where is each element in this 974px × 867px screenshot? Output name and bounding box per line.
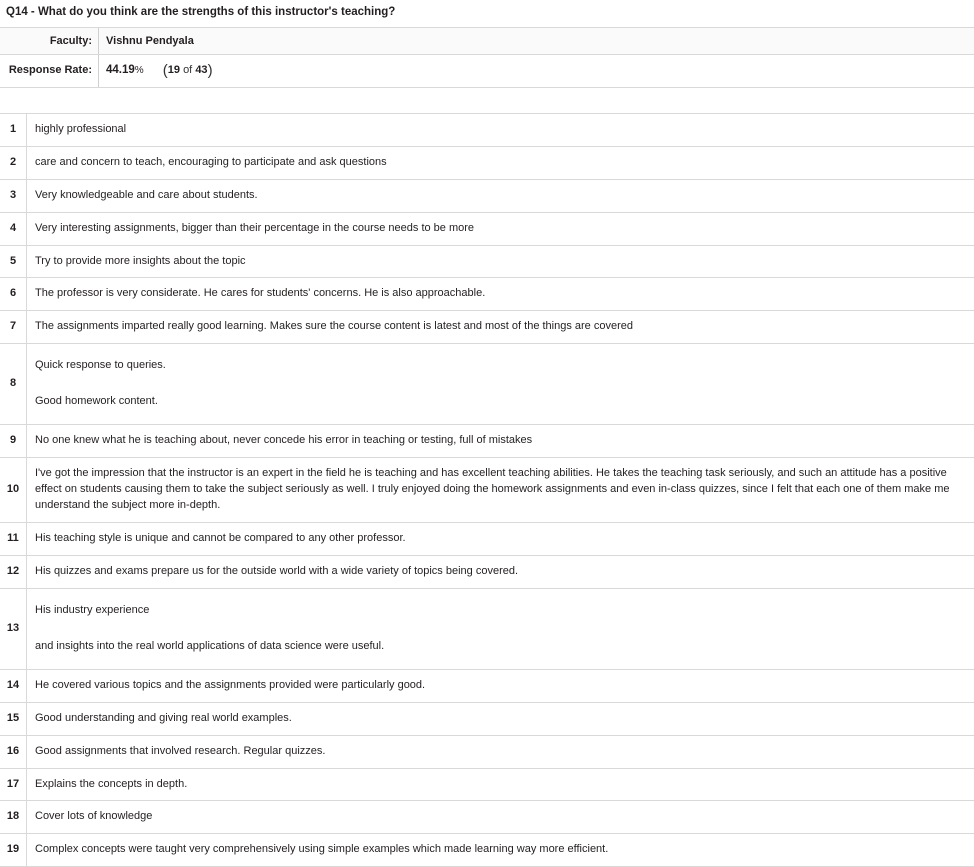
response-text [27,801,974,834]
response-paragraph: Good understanding and giving real world examples. [35,711,964,727]
table-row [0,768,974,801]
row-index: 4 [0,212,27,245]
response-text [27,113,974,146]
of-word: of [183,64,192,76]
response-paragraph: No one knew what he is teaching about, never concede his error in teaching or testing, full of mistakes [35,433,964,449]
paren-close: ) [208,62,213,79]
response-text [27,344,974,425]
section-spacer [0,88,974,113]
row-index: 15 [0,702,27,735]
table-row [0,522,974,555]
row-index: 11 [0,522,27,555]
table-row [0,311,974,344]
response-text [27,588,974,669]
table-row [0,588,974,669]
response-paragraph: Good assignments that involved research. Regular quizzes. [35,744,964,760]
row-index: 16 [0,735,27,768]
response-paragraph: Try to provide more insights about the topic [35,254,964,270]
row-index: 1 [0,113,27,146]
response-paragraph: His industry experience [35,603,964,619]
response-paragraph: Very interesting assignments, bigger than their percentage in the course needs to be more [35,221,964,237]
response-rate-label: Response Rate: [0,54,99,87]
response-text [27,702,974,735]
responses-count: 19 [168,64,180,76]
row-index: 17 [0,768,27,801]
row-index: 19 [0,834,27,867]
faculty-row [0,28,974,55]
response-rate-value-cell [99,54,974,87]
response-text [27,669,974,702]
response-paragraph: He covered various topics and the assignments provided were particularly good. [35,678,964,694]
faculty-value: Vishnu Pendyala [99,28,974,55]
response-text [27,555,974,588]
table-row [0,735,974,768]
response-paragraph: Quick response to queries. [35,358,964,374]
response-paragraph: highly professional [35,122,964,138]
response-text [27,245,974,278]
response-counts [163,62,213,79]
response-paragraph: Very knowledgeable and care about students. [35,188,964,204]
response-text [27,278,974,311]
table-row [0,801,974,834]
row-index: 10 [0,458,27,523]
table-row [0,702,974,735]
table-row [0,458,974,523]
row-index: 12 [0,555,27,588]
response-paragraph: and insights into the real world applications of data science were useful. [35,639,964,655]
paren-open: ( [163,62,168,79]
response-paragraph: Good homework content. [35,394,964,410]
page-title: Q14 - What do you think are the strengths of this instructor's teaching? [0,0,974,28]
response-text [27,425,974,458]
response-paragraph: Explains the concepts in depth. [35,777,964,793]
response-text [27,768,974,801]
question-meta-table [0,28,974,88]
table-row [0,212,974,245]
response-rate-percent: 44.19 [106,64,135,76]
percent-sign: % [135,65,144,76]
response-text [27,212,974,245]
row-index: 6 [0,278,27,311]
response-paragraph: Cover lots of knowledge [35,809,964,825]
response-rate-row [0,54,974,87]
row-index: 7 [0,311,27,344]
responses-table [0,113,974,867]
row-index: 13 [0,588,27,669]
faculty-label: Faculty: [0,28,99,55]
response-text [27,311,974,344]
response-text [27,735,974,768]
table-row [0,113,974,146]
table-row [0,669,974,702]
row-index: 3 [0,179,27,212]
response-paragraph: care and concern to teach, encouraging to participate and ask questions [35,155,964,171]
table-row [0,344,974,425]
row-index: 8 [0,344,27,425]
response-paragraph: I've got the impression that the instructor is an expert in the field he is teaching and has excellent teaching abilities. He takes the teaching task seriously, and such an attitude has a positive effect on students causing them to take the subject seriously as well. I truly enjoyed doing the homework assignments and even in-class quizzes, since I felt that each one of them make me understand the subject more in-depth. [35,466,964,514]
table-row [0,179,974,212]
response-paragraph: The professor is very considerate. He cares for students' concerns. He is also approachable. [35,286,964,302]
response-text [27,522,974,555]
response-text [27,146,974,179]
row-index: 18 [0,801,27,834]
table-row [0,146,974,179]
row-index: 14 [0,669,27,702]
table-row [0,245,974,278]
responses-body [0,113,974,867]
total-count: 43 [195,64,207,76]
table-row [0,278,974,311]
response-paragraph: His teaching style is unique and cannot be compared to any other professor. [35,531,964,547]
response-paragraph: Complex concepts were taught very comprehensively using simple examples which made learning way more efficient. [35,842,964,858]
table-row [0,555,974,588]
response-paragraph: His quizzes and exams prepare us for the outside world with a wide variety of topics being covered. [35,564,964,580]
row-index: 2 [0,146,27,179]
response-paragraph: The assignments imparted really good learning. Makes sure the course content is latest and most of the things are covered [35,319,964,335]
table-row [0,425,974,458]
row-index: 9 [0,425,27,458]
response-text [27,458,974,523]
response-text [27,179,974,212]
row-index: 5 [0,245,27,278]
